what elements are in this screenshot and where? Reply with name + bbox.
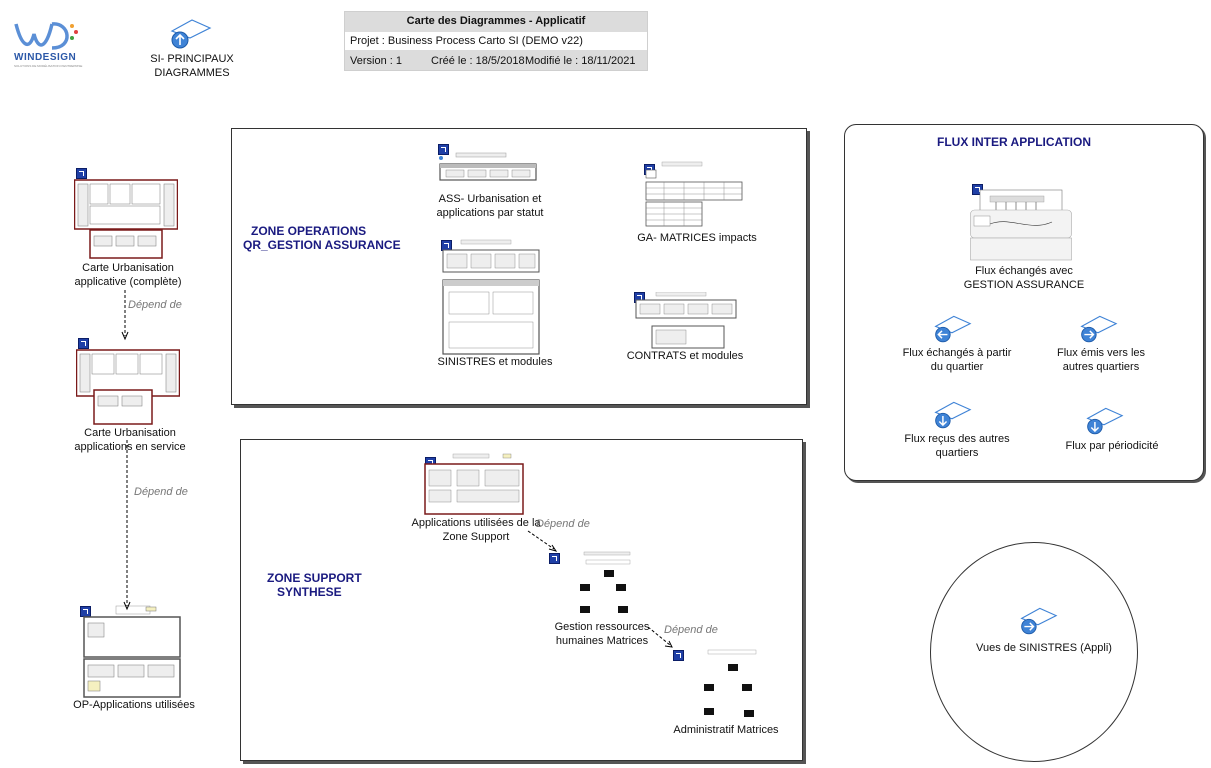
principal-diagrams-nav[interactable]	[168, 18, 208, 50]
sinistres-label[interactable]: SINISTRES et modules	[437, 356, 553, 368]
zone-operations-title-1: ZONE OPERATIONS	[251, 224, 367, 238]
flux-gestion-assurance-thumbnail[interactable]	[970, 186, 1072, 262]
ga-matrices-thumbnail[interactable]	[644, 160, 744, 230]
header-project: Projet : Business Process Carto SI (DEMO v22)	[345, 32, 647, 50]
header-title: Carte des Diagrammes - Applicatif	[406, 15, 586, 27]
header-created: Créé le : 18/5/2018	[431, 55, 525, 67]
vues-sinistres-button[interactable]	[1018, 606, 1058, 638]
grh-matrices-label[interactable]: Gestion ressources humaines Matrices	[554, 621, 650, 647]
flux-inter-application-panel	[844, 124, 1204, 481]
header-meta-row	[345, 53, 647, 70]
flux-periodicite-button[interactable]	[1084, 406, 1124, 438]
flux-emis-label[interactable]: Flux émis vers les autres quartiers	[1056, 347, 1146, 373]
contrats-thumbnail[interactable]	[634, 292, 738, 350]
diagram-info-header	[344, 11, 648, 71]
depend-de-label-3: Dépend de	[536, 518, 590, 530]
apps-zone-support-label[interactable]: Applications utilisées de la Zone Support	[411, 517, 541, 543]
flux-panel-title: FLUX INTER APPLICATION	[937, 135, 1091, 149]
vues-sinistres-label[interactable]: Vues de SINISTRES (Appli)	[976, 642, 1112, 654]
header-modified: Modifié le : 18/11/2021	[525, 55, 636, 67]
flux-from-quartier-label[interactable]: Flux échangés à partir du quartier	[902, 347, 1012, 373]
up-arrow-icon	[168, 18, 212, 52]
windesign-logo	[12, 14, 82, 68]
contrats-label[interactable]: CONTRATS et modules	[626, 350, 744, 362]
depend-de-label-4: Dépend de	[664, 624, 718, 636]
carte-urbanisation-service-label[interactable]: Carte Urbanisation applications en service	[74, 427, 186, 453]
depend-de-label-1: Dépend de	[128, 299, 182, 311]
dependency-arrows-support	[520, 525, 690, 660]
flux-recus-label[interactable]: Flux reçus des autres quartiers	[904, 433, 1010, 459]
apps-zone-support-thumbnail[interactable]	[423, 452, 525, 516]
flux-recus-button[interactable]	[932, 400, 972, 432]
principal-diagrams-label[interactable]: SI- PRINCIPAUX DIAGRAMMES	[150, 53, 234, 79]
flux-from-quartier-button[interactable]	[932, 314, 972, 346]
carte-urbanisation-complete-label[interactable]: Carte Urbanisation applicative (complète)	[74, 262, 182, 288]
ga-matrices-label[interactable]: GA- MATRICES impacts	[637, 232, 757, 244]
admin-matrices-label[interactable]: Administratif Matrices	[673, 724, 779, 736]
op-applications-label[interactable]: OP-Applications utilisées	[73, 699, 195, 711]
sinistres-thumbnail[interactable]	[441, 238, 541, 356]
flux-gestion-assurance-label[interactable]: Flux échangés avec GESTION ASSURANCE	[963, 265, 1085, 291]
logo-tagline: SOLUTIONS DE MODÉLISATION D'ENTREPRISE	[14, 64, 83, 68]
header-version: Version : 1	[350, 55, 402, 67]
flux-emis-button[interactable]	[1078, 314, 1118, 346]
zone-support-title-1: ZONE SUPPORT	[267, 571, 362, 585]
flux-periodicite-label[interactable]: Flux par périodicité	[1065, 440, 1159, 452]
depend-de-label-2: Dépend de	[134, 486, 188, 498]
zone-support-title-2: SYNTHESE	[277, 585, 342, 599]
admin-matrices-thumbnail[interactable]	[692, 648, 766, 722]
ass-urbanisation-thumbnail[interactable]	[436, 150, 540, 184]
logo-text: WINDESIGN	[14, 52, 77, 63]
dependency-arrows-left	[110, 290, 140, 620]
carte-urbanisation-complete-thumbnail[interactable]	[74, 170, 178, 260]
zone-operations-title-2: QR_GESTION ASSURANCE	[243, 238, 401, 252]
ass-urbanisation-label[interactable]: ASS- Urbanisation et applications par statut	[436, 193, 544, 219]
